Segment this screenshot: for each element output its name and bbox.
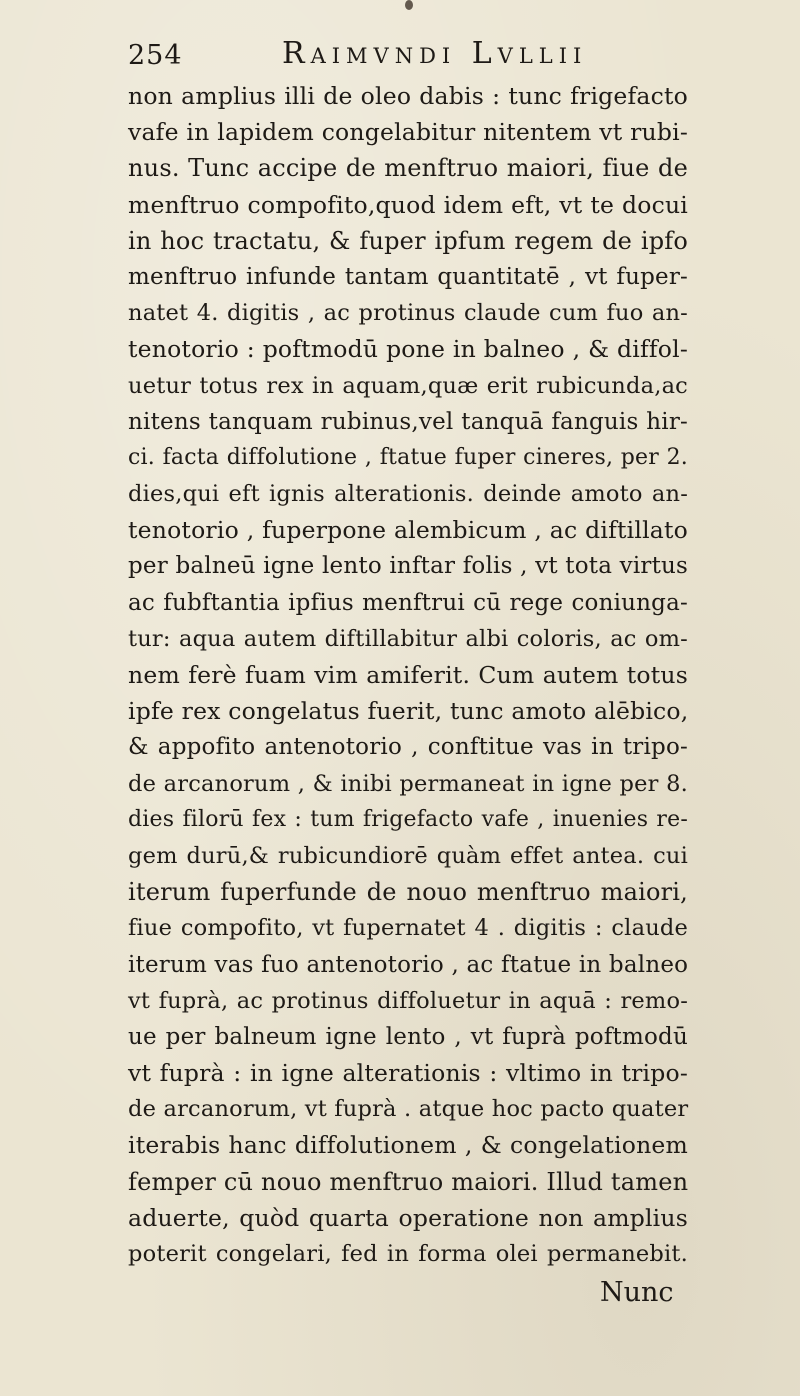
- text-line: de arcanorum, vt fuprà . atque hoc pacto quater: [128, 1096, 689, 1123]
- text-line: dies,qui eft ignis alterationis. deinde amoto an-: [128, 481, 688, 508]
- text-line: uetur totus rex in aquam,quæ erit rubicunda,ac: [128, 372, 688, 399]
- text-line: tenotorio , fuperpone alembicum , ac diftillato: [128, 516, 688, 545]
- text-line: non amplius illi de oleo dabis : tunc frigefacto: [128, 82, 688, 110]
- text-line: ue per balneum igne lento , vt fuprà poftmodū: [128, 1023, 688, 1050]
- text-line: de arcanorum , & inibi permaneat in igne per 8.: [128, 770, 688, 797]
- body-text: [128, 78, 688, 1272]
- running-head: [128, 36, 688, 76]
- text-line: iterabis hanc diffolutionem , & congelationem: [128, 1131, 688, 1160]
- text-line: nus. Tunc accipe de menftruo maiori, fiue de: [128, 154, 688, 183]
- text-line: gem durū,& rubicundiorē quàm effet antea. cui: [128, 842, 688, 869]
- text-line: tur: aqua autem diftillabitur albi coloris, ac om-: [128, 625, 688, 652]
- text-line: menftruo compofito,quod idem eft, vt te docui: [128, 190, 688, 219]
- text-line: vt fuprà, ac protinus diffoluetur in aquā : remo-: [128, 987, 688, 1014]
- text-line: per balneū igne lento inftar folis , vt tota virtus: [128, 553, 689, 580]
- text-line: vafe in lapidem congelabitur nitentem vt rubi-: [128, 118, 688, 147]
- text-line: fiue compofito, vt fupernatet 4 . digitis : claude: [128, 915, 688, 942]
- text-line: menftruo infunde tantam quantitatē , vt fuper-: [128, 263, 688, 290]
- text-line: ac fubftantia ipfius menftrui cū rege coniunga-: [128, 589, 688, 616]
- page-number: 254: [128, 40, 183, 71]
- text-line: ci. facta diffolutione , ftatue fuper cineres, per 2.: [128, 444, 688, 470]
- text-line: aduerte, quòd quarta operatione non amplius: [128, 1203, 688, 1232]
- catchword: Nunc: [600, 1276, 674, 1308]
- text-line: vt fuprà : in igne alterationis : vltimo in tripo-: [128, 1059, 688, 1088]
- text-line: dies filorū fex : tum frigefacto vafe , inuenies re-: [128, 806, 688, 832]
- text-line: in hoc tractatu, & fuper ipfum regem de ipfo: [128, 226, 688, 255]
- ink-speck: [405, 0, 413, 10]
- text-line: poterit congelari, fed in forma olei permanebit.: [128, 1241, 688, 1267]
- text-line: tenotorio : poftmodū pone in balneo , & diffol-: [128, 335, 688, 364]
- text-line: & appofito antenotorio , conftitue vas in tripo-: [128, 734, 688, 761]
- text-line: iterum fuperfunde de nouo menftruo maiori,: [128, 878, 688, 907]
- text-line: nitens tanquam rubinus,vel tanquā fanguis hir-: [128, 408, 688, 435]
- text-line: ipfe rex congelatus fuerit, tunc amoto alēbico,: [128, 697, 689, 726]
- text-line: femper cū nouo menftruo maiori. Illud tamen: [128, 1167, 689, 1196]
- text-line: natet 4. digitis , ac protinus claude cum fuo an-: [128, 300, 688, 327]
- running-title: Raimvndi Lvllii: [282, 36, 588, 71]
- text-line: iterum vas fuo antenotorio , ac ftatue in balneo: [128, 951, 689, 978]
- text-line: nem ferè fuam vim amiferit. Cum autem totus: [128, 661, 688, 689]
